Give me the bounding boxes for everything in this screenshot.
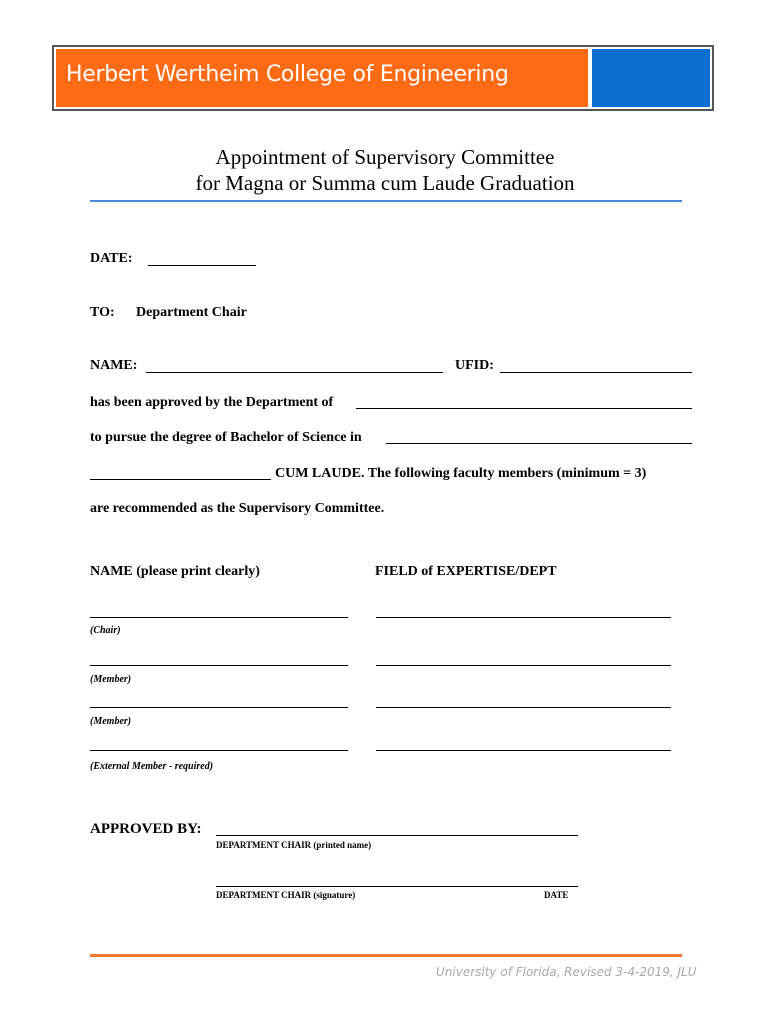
chair-printed-name-field[interactable] (216, 835, 578, 836)
pursue-degree-text: to pursue the degree of Bachelor of Science in (90, 430, 362, 445)
cum-laude-text: CUM LAUDE. The following faculty members (minimum = 3) (275, 466, 647, 481)
chair-signature-label: DEPARTMENT CHAIR (signature) (216, 890, 356, 900)
committee-name-field[interactable] (90, 665, 348, 666)
committee-expertise-field[interactable] (376, 665, 671, 666)
name-label: NAME: (90, 358, 138, 373)
committee-name-field[interactable] (90, 750, 348, 751)
committee-role-label: (External Member - required) (90, 761, 214, 772)
to-label: TO: (90, 305, 115, 320)
chair-signature-field[interactable] (216, 886, 578, 887)
approval-date-label: DATE (544, 890, 569, 900)
approved-by-label: APPROVED BY: (90, 821, 202, 837)
laude-level-field[interactable] (90, 479, 271, 480)
department-field[interactable] (356, 408, 692, 409)
to-value: Department Chair (136, 305, 247, 320)
committee-role-label: (Member) (90, 716, 132, 727)
date-label: DATE: (90, 251, 133, 266)
ufid-field[interactable] (500, 372, 692, 373)
college-title: Herbert Wertheim College of Engineering (66, 62, 509, 87)
committee-field-header: FIELD of EXPERTISE/DEPT (375, 564, 557, 579)
degree-field[interactable] (386, 443, 692, 444)
committee-expertise-field[interactable] (376, 617, 671, 618)
header-blue-panel (592, 49, 710, 107)
committee-name-field[interactable] (90, 707, 348, 708)
footer-revision-text: University of Florida, Revised 3-4-2019, JLU (436, 965, 697, 979)
student-name-field[interactable] (146, 372, 443, 373)
committee-expertise-field[interactable] (376, 750, 671, 751)
ufid-label: UFID: (455, 358, 494, 373)
title-divider (90, 200, 682, 202)
document-title-line2: for Magna or Summa cum Laude Graduation (195, 171, 575, 195)
committee-expertise-field[interactable] (376, 707, 671, 708)
committee-role-label: (Member) (90, 674, 132, 685)
recommended-text: are recommended as the Supervisory Committee. (90, 501, 385, 516)
approved-by-dept-text: has been approved by the Department of (90, 395, 334, 410)
committee-name-header: NAME (please print clearly) (90, 564, 260, 579)
committee-role-label: (Chair) (90, 625, 121, 636)
date-field[interactable] (148, 265, 256, 266)
committee-name-field[interactable] (90, 617, 348, 618)
chair-printed-name-label: DEPARTMENT CHAIR (printed name) (216, 840, 372, 850)
footer-divider (90, 954, 682, 957)
document-title-line1: Appointment of Supervisory Committee (215, 145, 555, 169)
